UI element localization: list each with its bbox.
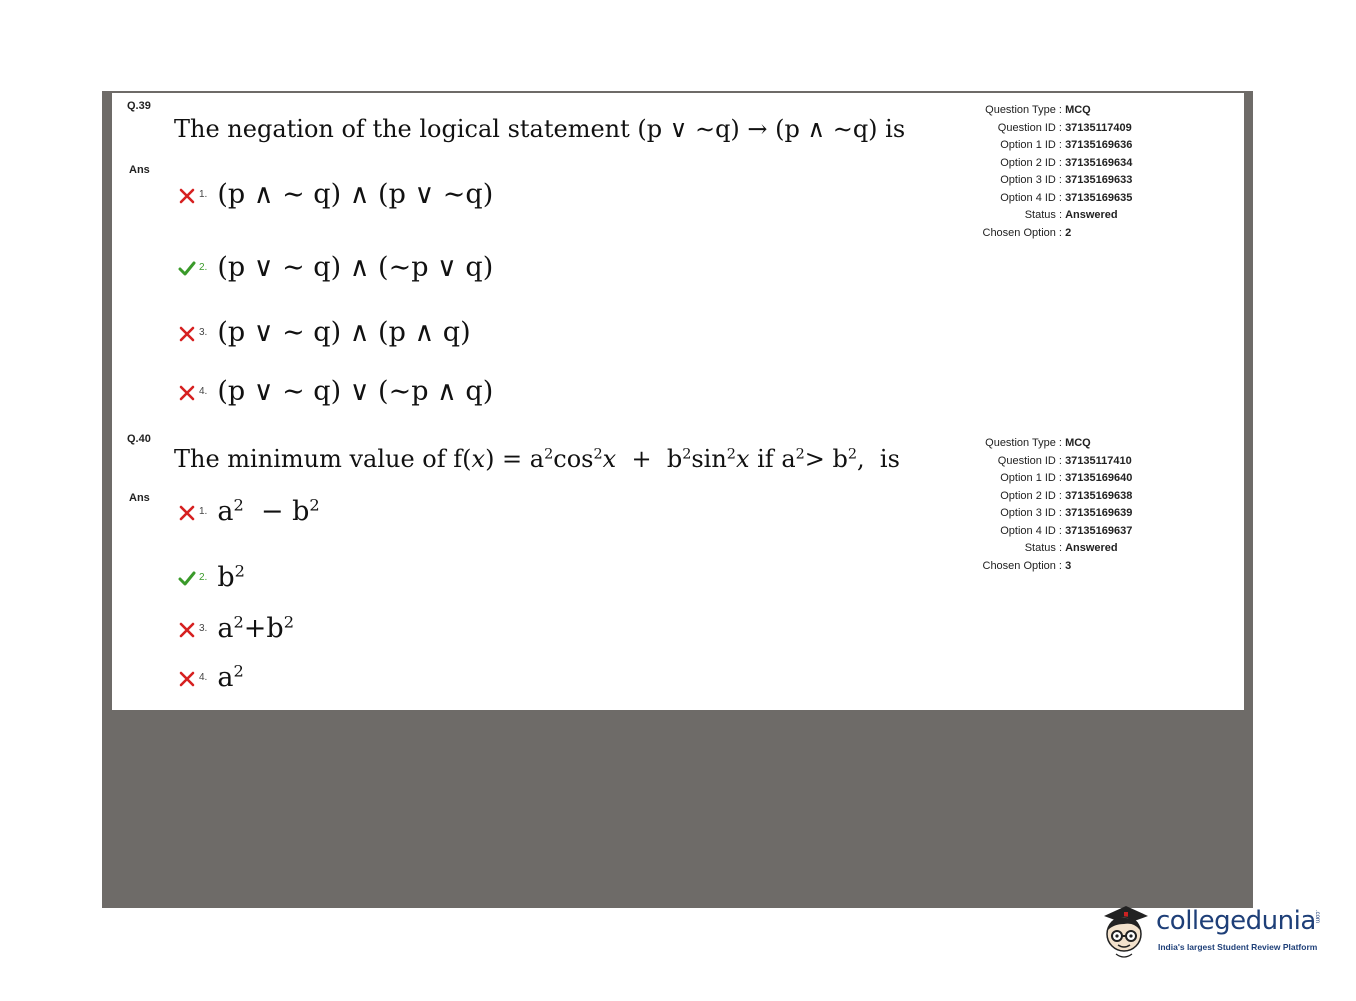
status-value: Answered: [1065, 209, 1118, 221]
question-type-value: MCQ: [1065, 104, 1091, 116]
question-text: [174, 445, 900, 473]
meta-label: Chosen Option :: [982, 559, 1062, 572]
text-fragment: , is: [857, 445, 900, 473]
option-text: (p ∨ ∼ q) ∧ (p ∧ q): [217, 317, 471, 348]
text-fragment: sin: [691, 445, 727, 473]
question-text: The negation of the logical statement (p ∨ ∼q) → (p ∧ ∼q) is: [174, 115, 906, 143]
text-fragment: − b: [243, 496, 310, 527]
option-text: [217, 562, 245, 593]
question-type-value: MCQ: [1065, 437, 1091, 449]
text-fragment: The minimum value of f(: [174, 445, 472, 473]
meta-label: Question ID :: [997, 454, 1062, 467]
chosen-option-value: 2: [1065, 226, 1072, 239]
exponent: 2: [233, 612, 244, 632]
text-fragment: cos: [553, 445, 594, 473]
mascot-icon: [1096, 894, 1154, 966]
cross-mark-icon: [178, 670, 196, 688]
question-id-value: 37135117410: [1065, 454, 1132, 467]
question-number: Q.40: [127, 433, 151, 445]
chosen-option-value: 3: [1065, 559, 1072, 572]
meta-label: Option 2 ID :: [1000, 489, 1062, 502]
check-mark-icon: [178, 570, 196, 588]
status-value: Answered: [1065, 542, 1118, 554]
option-4: [178, 376, 493, 407]
cross-mark-icon: [178, 187, 196, 205]
meta-label: Option 4 ID :: [1000, 191, 1062, 204]
math-variable: x: [735, 445, 750, 473]
option-number: 1.: [199, 506, 208, 517]
exponent: 2: [726, 446, 736, 463]
text-fragment: > b: [804, 445, 848, 473]
option-text: (p ∨ ∼ q) ∨ (∼p ∧ q): [217, 376, 494, 407]
question-number: Q.39: [127, 100, 151, 112]
question-id-value: 37135117409: [1065, 121, 1132, 134]
meta-label: Question Type :: [985, 437, 1062, 449]
text-fragment: b: [217, 562, 235, 593]
exponent: 2: [682, 446, 692, 463]
exponent: 2: [847, 446, 858, 463]
cross-mark-icon: [178, 621, 196, 639]
meta-label: Question Type :: [985, 104, 1062, 116]
meta-label: Option 3 ID :: [1000, 174, 1062, 186]
option-number: 1.: [199, 189, 208, 200]
text-fragment: + b: [616, 445, 683, 473]
text-fragment: +b: [243, 613, 284, 644]
text-fragment: a: [217, 662, 234, 693]
meta-label: Option 4 ID :: [1000, 524, 1062, 537]
answer-label: Ans: [129, 164, 150, 176]
option3-id-value: 37135169633: [1065, 174, 1133, 186]
text-fragment: if a: [749, 445, 796, 473]
meta-label: Option 2 ID :: [1000, 156, 1062, 169]
text-fragment: a: [217, 496, 234, 527]
meta-label: Status :: [1024, 542, 1062, 554]
collegedunia-logo: [1096, 894, 1326, 966]
math-variable: x: [602, 445, 617, 473]
question-meta: [974, 102, 1132, 242]
option-4: [178, 662, 244, 693]
option-2: [178, 252, 493, 283]
meta-label: Chosen Option :: [982, 226, 1062, 239]
option1-id-value: 37135169640: [1065, 472, 1133, 484]
option4-id-value: 37135169635: [1065, 191, 1133, 204]
option-text: [217, 613, 294, 644]
option-1: [178, 496, 320, 527]
option4-id-value: 37135169637: [1065, 524, 1133, 537]
option-text: (p ∨ ∼ q) ∧ (∼p ∨ q): [217, 252, 494, 283]
exponent: 2: [309, 495, 320, 515]
text-fragment: a: [217, 613, 234, 644]
option-text: (p ∧ ∼ q) ∧ (p ∨ ∼q): [217, 179, 494, 210]
logo-wordmark: collegedunia: [1156, 906, 1316, 936]
meta-label: Question ID :: [997, 121, 1062, 134]
option-3: [178, 317, 471, 348]
option2-id-value: 37135169634: [1065, 156, 1133, 169]
exponent: 2: [795, 446, 805, 463]
math-variable: x: [471, 445, 486, 473]
question-meta: [974, 435, 1132, 575]
option-1: [178, 179, 493, 210]
meta-label: Option 1 ID :: [1000, 472, 1062, 484]
exponent: 2: [544, 446, 554, 463]
option-3: [178, 613, 294, 644]
exponent: 2: [234, 561, 245, 581]
check-mark-icon: [178, 260, 196, 278]
option-number: 4.: [199, 672, 208, 683]
exponent: 2: [283, 612, 294, 632]
option-text: [217, 662, 243, 693]
option3-id-value: 37135169639: [1065, 507, 1133, 519]
cross-mark-icon: [178, 325, 196, 343]
option-2: [178, 562, 245, 593]
meta-label: Option 1 ID :: [1000, 139, 1062, 151]
meta-label: Status :: [1024, 209, 1062, 221]
option-text: [217, 496, 319, 527]
option-number: 2.: [199, 572, 208, 583]
exponent: 2: [233, 495, 244, 515]
option1-id-value: 37135169636: [1065, 139, 1133, 151]
cross-mark-icon: [178, 504, 196, 522]
answer-sheet: [112, 93, 1244, 710]
logo-tagline: India's largest Student Review Platform: [1158, 942, 1318, 952]
meta-label: Option 3 ID :: [1000, 507, 1062, 519]
option2-id-value: 37135169638: [1065, 489, 1133, 502]
text-fragment: ) = a: [485, 445, 545, 473]
exponent: 2: [233, 661, 244, 681]
option-number: 2.: [199, 262, 208, 273]
logo-suffix: .com: [1314, 910, 1320, 924]
answer-label: Ans: [129, 492, 150, 504]
cross-mark-icon: [178, 384, 196, 402]
option-number: 4.: [199, 386, 208, 397]
option-number: 3.: [199, 327, 208, 338]
option-number: 3.: [199, 623, 208, 634]
exponent: 2: [593, 446, 603, 463]
